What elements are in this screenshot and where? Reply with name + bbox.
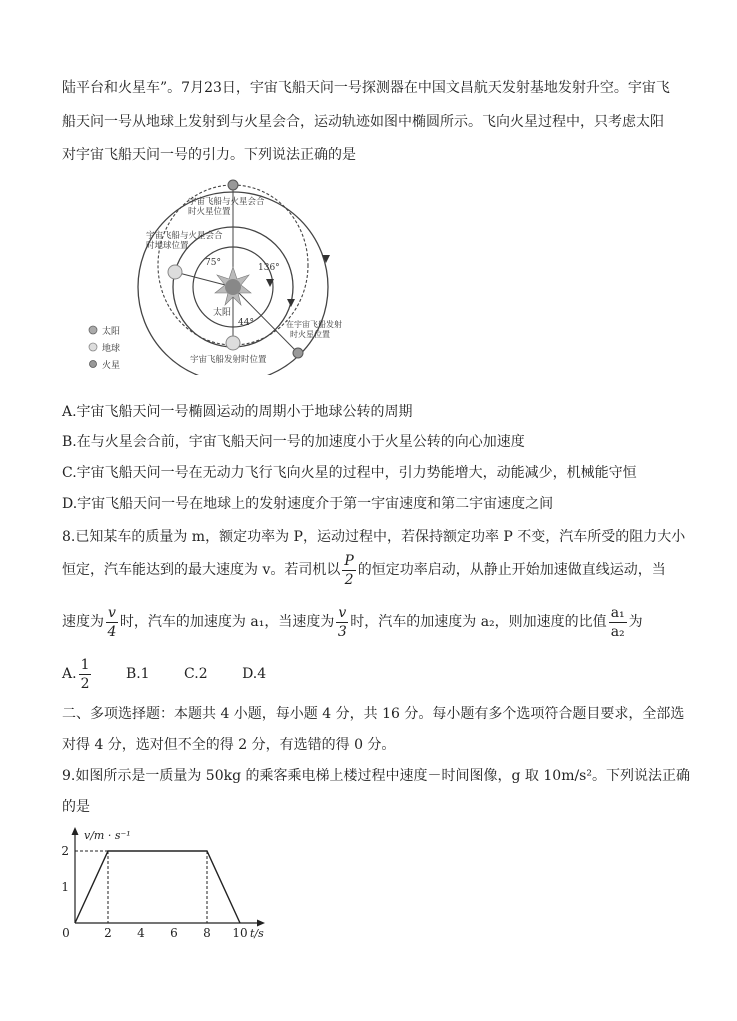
- velocity-series-line: [75, 851, 240, 923]
- fraction-numerator: v: [108, 604, 116, 621]
- x-axis-arrow-icon: [257, 920, 265, 927]
- q8-options: [62, 654, 266, 694]
- velocity-time-chart: [60, 825, 280, 945]
- q8-option-b: B.1: [125, 666, 150, 682]
- mars-launch-position-icon: [293, 348, 303, 358]
- y-tick-label: 1: [61, 880, 69, 894]
- angle-44-label: 44°: [238, 318, 254, 328]
- sun-label: 太阳: [213, 308, 232, 318]
- label-mars-meet-1: 宇宙飞船与火星会合: [188, 197, 265, 207]
- y-axis-arrow-icon: [72, 827, 79, 835]
- fraction-a1-over-a2: [609, 604, 627, 641]
- q9-line-2: 的是: [62, 799, 90, 815]
- fraction-denominator: 4: [107, 623, 117, 640]
- label-launch-mars-1: 在宇宙飞船发射: [286, 320, 342, 329]
- label-earth-meet-1: 宇宙飞船与火星会合: [146, 231, 223, 241]
- x-tick-label: 6: [170, 926, 178, 940]
- label-launch-mars-2: 时火星位置: [290, 330, 330, 339]
- orbit-diagram: [80, 175, 370, 375]
- orbit-arrow-icon: [287, 299, 295, 307]
- q8-line-2b: 的恒定功率启动，从静止开始加速做直线运动，当: [357, 562, 666, 578]
- earth-launch-position-icon: [226, 336, 240, 350]
- x-tick-label: 10: [232, 926, 248, 940]
- fraction-denominator: 2: [80, 675, 90, 692]
- q8-line-2: [62, 550, 666, 590]
- q8-line-3a: 速度为: [62, 614, 104, 630]
- q8-line-1: 8.已知某车的质量为 m，额定功率为 P，运动过程中，若保持额定功率 P 不变，汽车所受的阻力大小: [62, 529, 686, 545]
- fraction-v-over-3: [336, 604, 348, 641]
- x-tick-label: 2: [104, 926, 112, 940]
- q7-line-3: 对宇宙飞船天问一号的引力。下列说法正确的是: [62, 147, 356, 163]
- legend-mars-icon: [90, 361, 97, 368]
- angle-75-label: 75°: [205, 258, 221, 268]
- q8-line-3d: 为: [628, 614, 643, 630]
- q7-option-a: A.宇宙飞船天问一号椭圆运动的周期小于地球公转的周期: [62, 404, 413, 420]
- q7-line-1: 陆平台和火星车”。7月23日，宇宙飞船天问一号探测器在中国文昌航天发射基地发射升空。宇宙飞: [62, 80, 670, 96]
- y-tick-label: 2: [61, 844, 69, 858]
- angle-136-label: 136°: [258, 263, 280, 273]
- fraction-denominator: 3: [337, 623, 347, 640]
- y-axis-label: v/m · s⁻¹: [84, 829, 131, 842]
- fraction-denominator: 2: [344, 571, 354, 588]
- q8-line-3c: 时，汽车的加速度为 a₂，则加速度的比值: [350, 614, 607, 630]
- legend-sun-icon: [89, 326, 97, 334]
- legend-sun-label: 太阳: [102, 327, 121, 337]
- q7-line-2: 船天问一号从地球上发射到与火星会合，运动轨迹如图中椭圆所示。飞向火星过程中，只考虑太阳: [62, 114, 664, 130]
- x-tick-label: 0: [62, 926, 70, 940]
- q8-option-d: D.4: [242, 666, 267, 682]
- earth-meet-position-icon: [168, 265, 182, 279]
- q7-option-c: C.宇宙飞船天问一号在无动力飞行飞向火星的过程中，引力势能增大，动能减少，机械能守恒: [62, 465, 637, 481]
- legend-earth-icon: [89, 343, 97, 351]
- section2-line-1: 二、多项选择题：本题共 4 小题，每小题 4 分，共 16 分。每小题有多个选项符合题目要求，全部选: [62, 706, 685, 722]
- label-launch-position: 宇宙飞船发射时位置: [190, 355, 267, 365]
- section2-line-2: 对得 4 分，选对但不全的得 2 分，有选错的得 0 分。: [62, 737, 396, 753]
- x-tick-label: 4: [137, 926, 145, 940]
- legend-mars-label: 火星: [102, 361, 121, 371]
- q7-option-d: D.宇宙飞船天问一号在地球上的发射速度介于第一宇宙速度和第二宇宙速度之间: [62, 496, 554, 512]
- fraction-p-over-2: [342, 552, 355, 589]
- q7-option-b: B.在与火星会合前，宇宙飞船天问一号的加速度小于火星公转的向心加速度: [62, 434, 525, 450]
- label-earth-meet-2: 时地球位置: [146, 241, 189, 251]
- q8-option-a-fraction: [79, 656, 92, 693]
- label-mars-meet-2: 时火星位置: [188, 207, 231, 217]
- q8-line-3b: 时，汽车的加速度为 a₁，当速度为: [119, 614, 335, 630]
- fraction-numerator: v: [338, 604, 347, 621]
- x-axis-label: t/s: [250, 927, 264, 940]
- q9-line-1: 9.如图所示是一质量为 50kg 的乘客乘电梯上楼过程中速度－时间图像，g 取 10m/s²。下列说法正确: [62, 768, 690, 784]
- mars-meet-position-icon: [228, 180, 238, 190]
- q8-line-3: [62, 602, 643, 642]
- legend: [89, 325, 120, 371]
- q8-option-c: C.2: [184, 666, 208, 682]
- q8-option-a-label: A.: [62, 666, 77, 682]
- fraction-denominator: a₂: [610, 623, 625, 640]
- fraction-numerator: a₁: [610, 604, 625, 621]
- fraction-v-over-4: [106, 604, 118, 641]
- x-tick-label: 8: [203, 926, 211, 940]
- q8-line-2a: 恒定，汽车能达到的最大速度为 v。若司机以: [62, 562, 341, 578]
- legend-earth-label: 地球: [102, 344, 121, 354]
- fraction-numerator: 1: [80, 656, 90, 673]
- fraction-numerator: P: [344, 552, 354, 569]
